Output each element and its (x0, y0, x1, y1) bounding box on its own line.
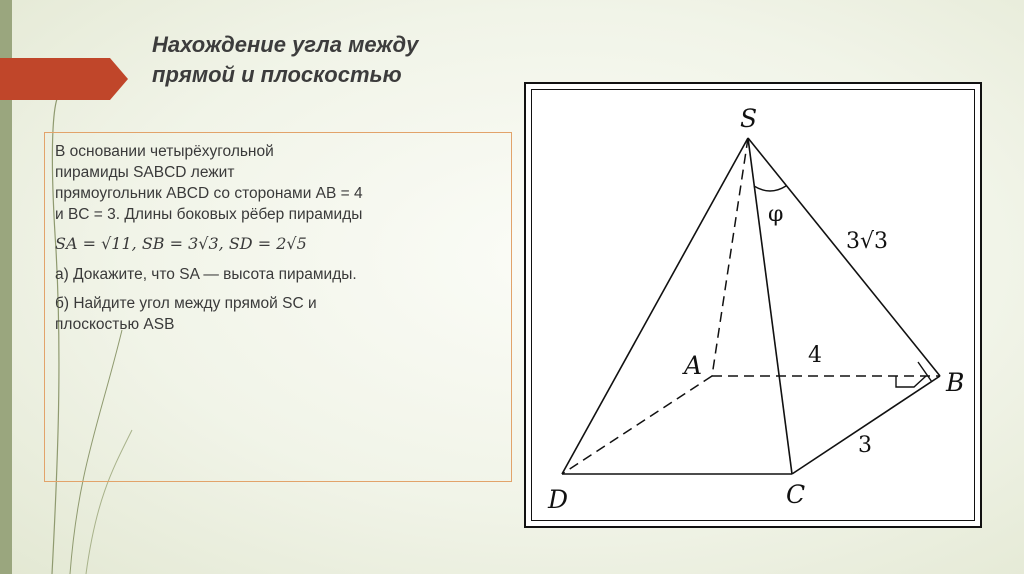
right-angle-mark (896, 376, 926, 387)
edge-label-BC: 3 (858, 433, 872, 458)
problem-line-3: прямоугольник ABCD со сторонами AB = 4 (55, 185, 363, 202)
edge-CB (792, 376, 940, 474)
vertex-label-B: B (946, 368, 965, 397)
vertex-label-S: S (740, 104, 758, 133)
edge-SB (748, 138, 940, 376)
angle-label-phi: φ (768, 202, 784, 227)
part-a-text: а) Докажите, что SA — высота пирамиды. (55, 266, 357, 283)
part-b-line-1: б) Найдите угол между прямой SC и (55, 295, 317, 312)
edge-lengths-formula: SA = √11, SB = 3√3, SD = 2√5 (55, 234, 307, 253)
vertex-label-D: D (548, 485, 569, 514)
edge-label-AB: 4 (808, 343, 822, 368)
part-b-line-2: плоскостью ASB (55, 316, 175, 333)
edge-SD (562, 138, 748, 474)
edge-SC (748, 138, 792, 474)
edge-AD-hidden (562, 376, 712, 474)
title-line-2: прямой и плоскостью (152, 62, 402, 87)
right-angle-mark-2 (918, 362, 932, 382)
angle-arc-phi (754, 186, 786, 191)
vertex-label-C: C (786, 480, 806, 509)
problem-line-2: пирамиды SABCD лежит (55, 164, 235, 181)
edge-SA-hidden (712, 138, 748, 376)
title-line-1: Нахождение угла между (152, 32, 419, 57)
problem-line-4: и BC = 3. Длины боковых рёбер пирамиды (55, 206, 363, 223)
edge-label-SB: 3√3 (846, 229, 889, 254)
problem-line-1: В основании четырёхугольной (55, 143, 274, 160)
vertex-label-A: A (684, 351, 703, 380)
